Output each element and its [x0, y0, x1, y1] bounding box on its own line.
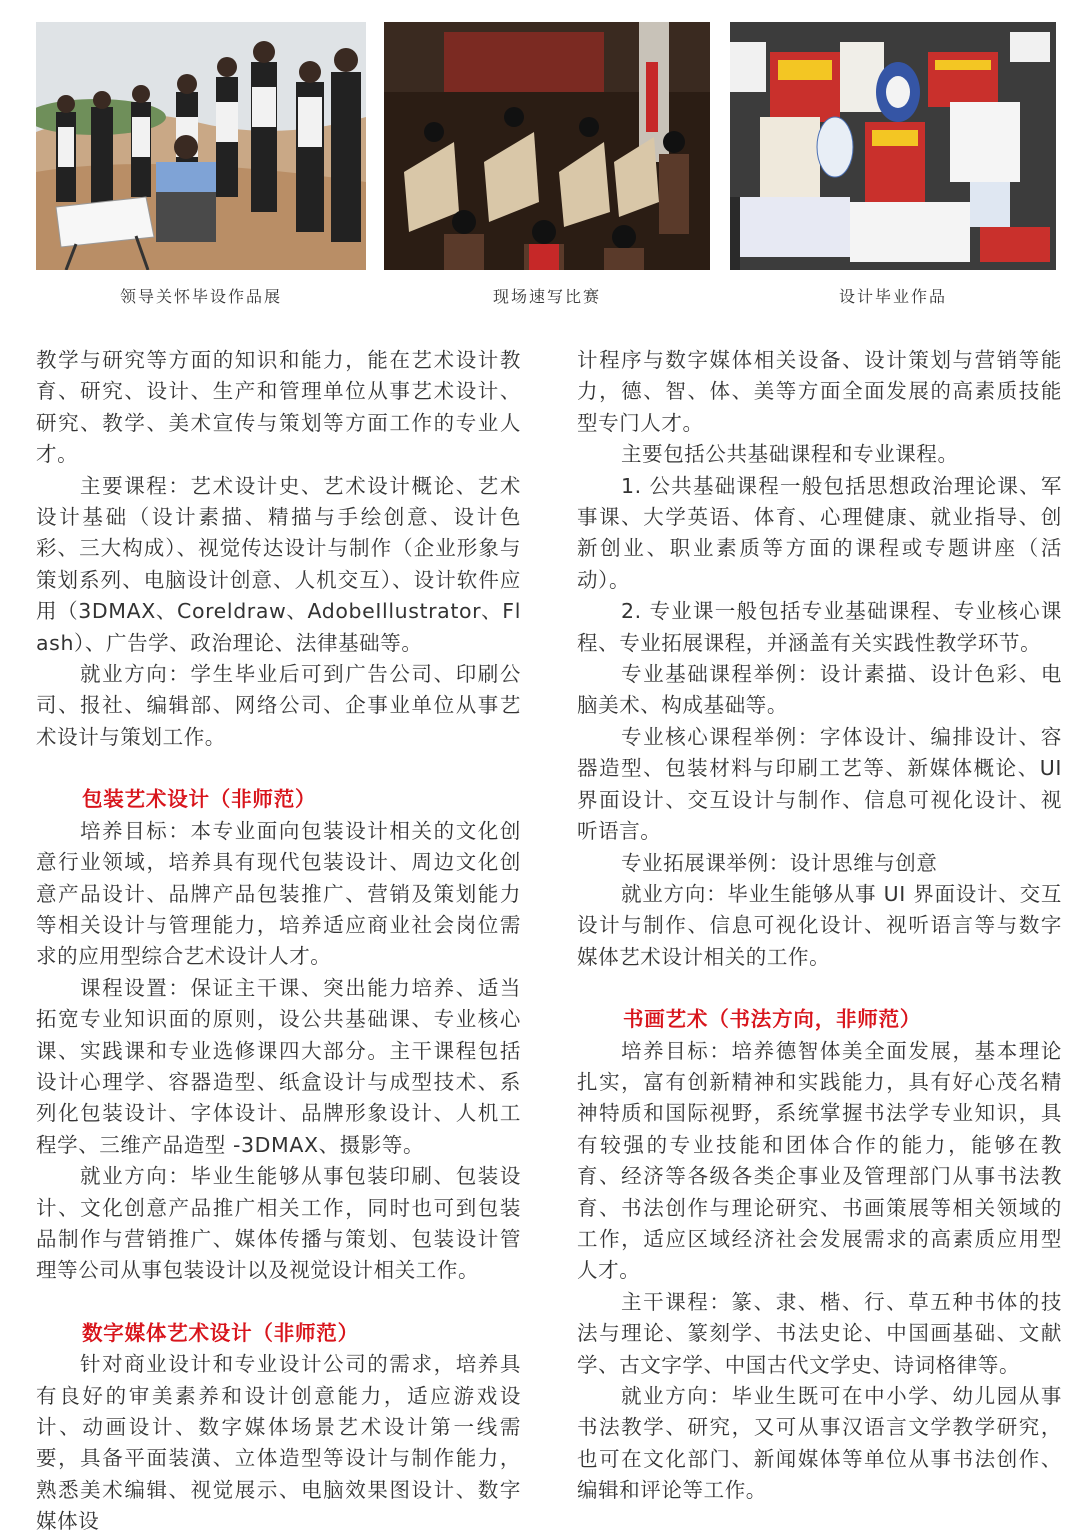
photo-exhibition — [36, 22, 366, 270]
photo-sketch-contest — [384, 22, 710, 270]
paragraph: 计程序与数字媒体相关设备、设计策划与营销等能力，德、智、体、美等方面全面发展的高素质技能型专门人才。 — [577, 348, 1062, 435]
paragraph: 主干课程：篆、隶、楷、行、草五种书体的技法与理论、篆刻学、书法史论、中国画基础、文献学、古文字学、中国古代文学史、诗词格律等。 — [577, 1289, 1062, 1377]
paragraph: 2. 专业课一般包括专业基础课程、专业核心课程、专业拓展课程，并涵盖有关实践性教学环节。 — [577, 599, 1062, 655]
paragraph: 教学与研究等方面的知识和能力，能在艺术设计教育、研究、设计、生产和管理单位从事艺术设计、研究、教学、美术宣传与策划等方面工作的专业人才。 — [36, 348, 521, 467]
section-heading-calligraphy: 书画艺术（书法方向，非师范） — [623, 1007, 922, 1032]
section-heading-packaging: 包装艺术设计（非师范） — [82, 787, 317, 812]
paragraph: 专业核心课程举例：字体设计、编排设计、容器造型、包装材料与印刷工艺等、新媒体概论、UI界面设计、交互设计与制作、信息可视化设计、视听语言。 — [577, 724, 1062, 844]
paragraph: 就业方向：毕业生能够从事 UI 界面设计、交互设计与制作、信息可视化设计、视听语言等与数字媒体艺术设计相关的工作。 — [577, 881, 1062, 969]
paragraph: 1. 公共基础课程一般包括思想政治理论课、军事课、大学英语、体育、心理健康、就业指导、创新创业、职业素质等方面的课程或专题讲座（活动）。 — [577, 473, 1062, 592]
photo-graduation-works — [730, 22, 1056, 270]
paragraph: 专业基础课程举例：设计素描、设计色彩、电脑美术、构成基础等。 — [577, 662, 1062, 718]
caption-exhibition: 领导关怀毕设作品展 — [119, 287, 282, 306]
section-heading-digital-media: 数字媒体艺术设计（非师范） — [82, 1320, 359, 1345]
paragraph: 主要课程：艺术设计史、艺术设计概论、艺术设计基础（设计素描、精描与手绘创意、设计色彩、三大构成）、视觉传达设计与制作（企业形象与策划系列、电脑设计创意、人机交互）、设计软件应用（3DMAX、Coreldraw、AdobeIllustrator、Flash）、广告学、政治理论、法律基础等。 — [36, 473, 521, 655]
paragraph: 培养目标：培养德智体美全面发展，基本理论扎实，富有创新精神和实践能力，具有好心茂名精神特质和国际视野，系统掌握书法学专业知识，具有较强的专业技能和团体合作的能力，能够在教育、经济等各级各类企事业及管理部门从事书法教育、书法创作与理论研究、书画策展等相关领域的工作，适应区域经济社会发展需求的高素质应用型人才。 — [577, 1038, 1062, 1283]
photo-strip — [36, 22, 1046, 270]
caption-sketch-contest: 现场速写比赛 — [492, 287, 601, 306]
paragraph: 专业拓展课举例：设计思维与创意 — [621, 850, 938, 875]
paragraph: 就业方向：毕业生既可在中小学、幼儿园从事书法教学、研究，又可从事汉语言文学教学研究，也可在文化部门、新闻媒体等单位从事书法创作、编辑和评论等工作。 — [577, 1384, 1062, 1503]
paragraph: 主要包括公共基础课程和专业课程。 — [621, 442, 959, 467]
left-column — [36, 345, 521, 1538]
caption-graduation-works: 设计毕业作品 — [838, 287, 947, 306]
paragraph: 课程设置：保证主干课、突出能力培养、适当拓宽专业知识面的原则，设公共基础课、专业核心课、实践课和专业选修课四大部分。主干课程包括设计心理学、容器造型、纸盒设计与成型技术、系列化包装设计、字体设计、品牌形象设计、人机工程学、三维产品造型 -3DMAX、摄影等。 — [36, 975, 521, 1157]
right-column — [577, 345, 1062, 1507]
paragraph: 针对商业设计和专业设计公司的需求，培养具有良好的审美素养和设计创意能力，适应游戏设计、动画设计、数字媒体场景艺术设计第一线需要，具备平面装潢、立体造型等设计与制作能力，熟悉美术编辑、视觉展示、电脑效果图设计、数字媒体设 — [36, 1352, 521, 1534]
paragraph: 就业方向：学生毕业后可到广告公司、印刷公司、报社、编辑部、网络公司、企事业单位从事艺术设计与策划工作。 — [36, 662, 521, 749]
paragraph: 培养目标：本专业面向包装设计相关的文化创意行业领域，培养具有现代包装设计、周边文化创意产品设计、品牌产品包装推广、营销及策划能力等相关设计与管理能力，培养适应商业社会岗位需求的应用型综合艺术设计人才。 — [36, 818, 521, 969]
paragraph: 就业方向：毕业生能够从事包装印刷、包装设计、文化创意产品推广相关工作，同时也可到包装品制作与营销推广、媒体传播与策划、包装设计管理等公司从事包装设计以及视觉设计相关工作。 — [36, 1164, 521, 1283]
